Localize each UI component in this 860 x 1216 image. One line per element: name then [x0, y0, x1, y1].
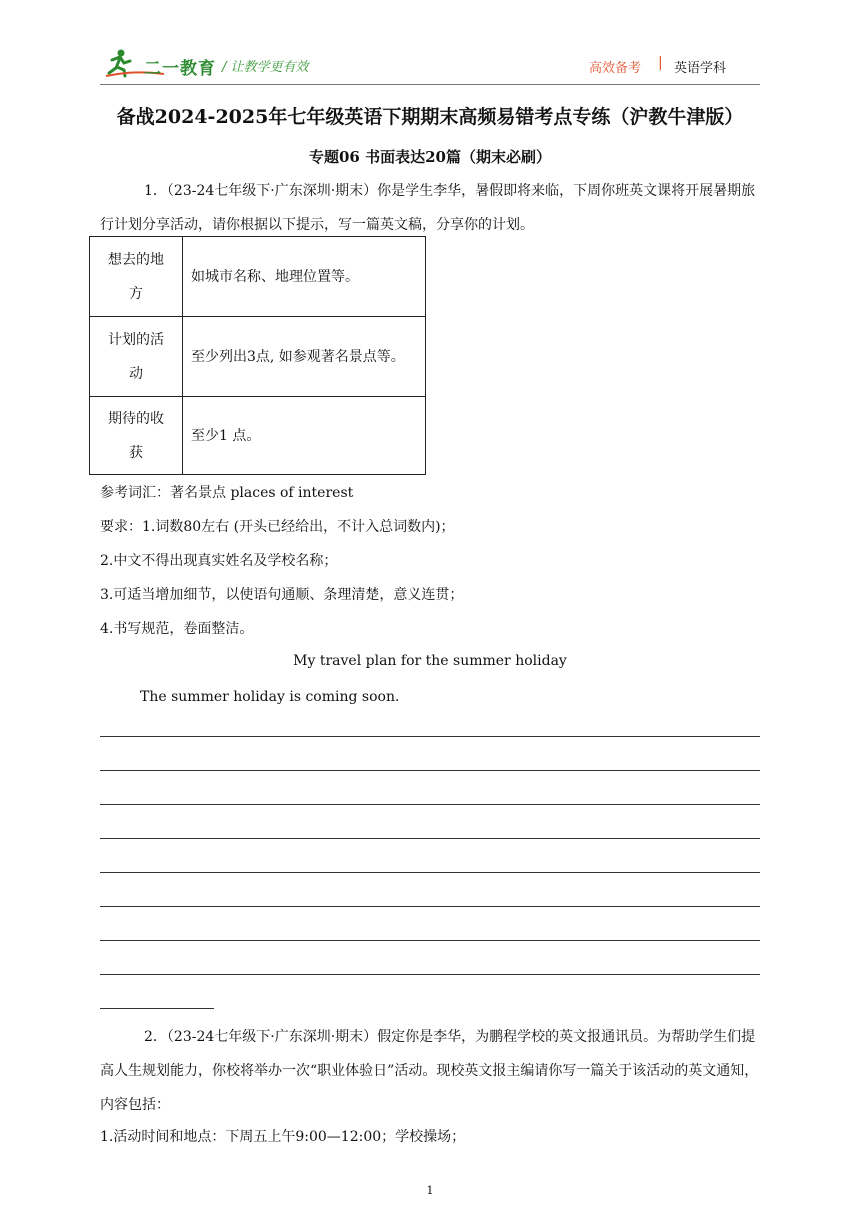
table-row — [90, 237, 426, 317]
brand-slogan: / 让教学更有效 — [222, 60, 309, 75]
q1-vocab: 参考词汇：著名景点 places of interest — [100, 485, 354, 501]
answer-line — [100, 736, 760, 737]
header-label: 高效备考 — [589, 61, 642, 76]
answer-line — [100, 872, 760, 873]
table-key: 想去的地 方 — [90, 237, 183, 317]
answer-line — [100, 974, 760, 975]
document-subtitle: 专题06 书面表达20篇（期末必刷） — [309, 148, 551, 166]
q1-intro: 1．（23-24七年级下·广东深圳·期末）你是学生李华，暑假即将来临，下周你班英文课将开展暑期旅行计划分享活动，请你根据以下提示，写一篇英文稿，分享你的计划。 — [100, 183, 756, 233]
q1-requirement-4: 4.书写规范，卷面整洁。 — [100, 621, 254, 637]
q1-requirement-2: 2.中文不得出现真实姓名及学校名称； — [100, 553, 338, 569]
answer-line — [100, 940, 760, 941]
brand-name: 二一教育 — [144, 59, 216, 79]
table-key: 期待的收 获 — [90, 397, 183, 475]
table-value: 至少列出3点, 如参观著名景点等。 — [183, 317, 426, 397]
answer-line — [100, 838, 760, 839]
header-subject: 英语学科 — [674, 61, 727, 76]
q2-intro: 2．（23-24七年级下·广东深圳·期末）假定你是李华，为鹏程学校的英文报通讯员。为帮助学生们提高人生规划能力，你校将举办一次“职业体验日”活动。现校英文报主编请你写一篇关于该活动的英文通知，内容包括： — [100, 1029, 759, 1113]
answer-line — [100, 770, 760, 771]
essay-title: My travel plan for the summer holiday — [293, 653, 567, 669]
header-divider — [100, 84, 760, 85]
header-separator: | — [658, 55, 663, 71]
essay-opening: The summer holiday is coming soon. — [140, 689, 400, 705]
table-key: 计划的活 动 — [90, 317, 183, 397]
table-value: 如城市名称、地理位置等。 — [183, 237, 426, 317]
answer-line — [100, 1008, 214, 1009]
q1-requirement-3: 3.可适当增加细节，以使语句通顺、条理清楚，意义连贯； — [100, 587, 464, 603]
q2-item-1: 1.活动时间和地点：下周五上午9:00—12:00；学校操场； — [100, 1129, 466, 1145]
answer-line — [100, 906, 760, 907]
q1-requirement-1: 要求：1.词数80左右 (开头已经给出，不计入总词数内)； — [100, 519, 455, 535]
page-number: 1 — [426, 1184, 434, 1197]
q1-requirement-table — [89, 236, 426, 475]
table-value: 至少1 点。 — [183, 397, 426, 475]
document-title: 备战2024-2025年七年级英语下期期末高频易错考点专练（沪教牛津版） — [116, 106, 744, 128]
answer-line — [100, 804, 760, 805]
table-row — [90, 397, 426, 475]
table-row — [90, 317, 426, 397]
